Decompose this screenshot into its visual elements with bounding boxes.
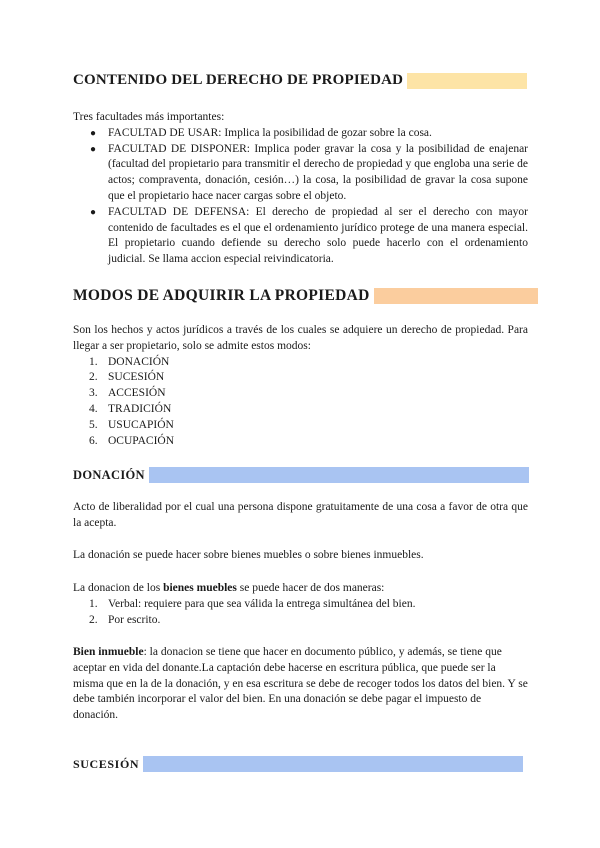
heading-contenido [73, 72, 527, 89]
muebles-list [73, 597, 528, 629]
heading-contenido-text: CONTENIDO DEL DERECHO DE PROPIEDAD [73, 72, 404, 88]
heading-sucesion [73, 756, 523, 772]
facultades-list [73, 126, 528, 268]
heading-donacion-text: DONACIÓN [73, 467, 145, 482]
bullet-icon: ● [90, 206, 97, 218]
modo-item: 5. USUCAPIÓN [89, 418, 174, 431]
facultad-defensa: ● FACULTAD DE DEFENSA: El derecho de propiedad al ser el derecho con mayor contenido de facultades es el que el ordenamiento jurídico protege de una manera especial. El propietario cuando defiende su derecho solo puede hacerlo con el ordenamiento judicial. Se llama accion especial reivindicatoria. [90, 205, 528, 266]
modo-item: 1. DONACIÓN [89, 355, 170, 368]
bullet-icon: ● [90, 127, 97, 139]
modos-intro: Son los hechos y actos jurídicos a través de los cuales se adquiere un derecho de propiedad. Para llegar a ser propietario, solo se admite estos modos: [73, 324, 528, 352]
donacion-p2: La donación se puede hacer sobre bienes muebles o sobre bienes inmuebles. [73, 549, 424, 561]
muebles-item: 2. Por escrito. [89, 613, 161, 626]
heading-modos-text: MODOS DE ADQUIRIR LA PROPIEDAD [73, 287, 370, 304]
modos-body [73, 323, 528, 449]
modo-item: 6. OCUPACIÓN [89, 434, 175, 447]
contenido-body [73, 110, 528, 268]
muebles-item: 1. Verbal: requiere para que sea válida la entrega simultánea del bien. [89, 597, 416, 610]
bullet-icon: ● [90, 143, 97, 155]
heading-modos-highlight [374, 288, 538, 304]
contenido-intro: Tres facultades más importantes: [73, 111, 225, 123]
donacion-muebles [73, 581, 528, 628]
modo-item: 4. TRADICIÓN [89, 402, 172, 415]
facultad-disponer: ● FACULTAD DE DISPONER: Implica poder gravar la cosa y la posibilidad de enajenar (facultad del propietario para transmitir el derecho de propiedad y que engloba una serie de actos; compraventa, donación, cesión…) la cosa, la posibilidad de gravar la cosa supone que el propietario hace nacer cargas sobre el objeto. [90, 142, 528, 202]
heading-sucesion-highlight [143, 756, 523, 772]
facultad-usar: ● FACULTAD DE USAR: Implica la posibilidad de gozar sobre la cosa. [73, 126, 528, 142]
heading-donacion [73, 467, 529, 483]
heading-sucesion-text: SUCESIÓN [73, 756, 140, 771]
modo-item: 3. ACCESIÓN [89, 387, 166, 400]
modo-item: 2. SUCESIÓN [89, 371, 165, 384]
heading-contenido-highlight [407, 73, 527, 89]
donacion-p1: Acto de liberalidad por el cual una persona dispone gratuitamente de una cosa a favor de otra que la acepta. [73, 501, 528, 529]
heading-donacion-highlight [149, 467, 529, 483]
donacion-inmueble: Bien inmueble: la donacion se tiene que hacer en documento público, y además, se tiene que aceptar en vida del donante.La captación debe hacerse en escritura pública, que puede ser la misma que en la de la donación, y en esa escritura se debe de recoger todos los datos del bien. Y se debe también incorporar el valor del bien. En una donación se debe pagar el impuesto de donación. [73, 646, 528, 722]
donacion-muebles-intro: La donacion de los bienes muebles se puede hacer de dos maneras: [73, 582, 385, 594]
heading-modos [73, 287, 538, 305]
modos-list [73, 355, 528, 450]
